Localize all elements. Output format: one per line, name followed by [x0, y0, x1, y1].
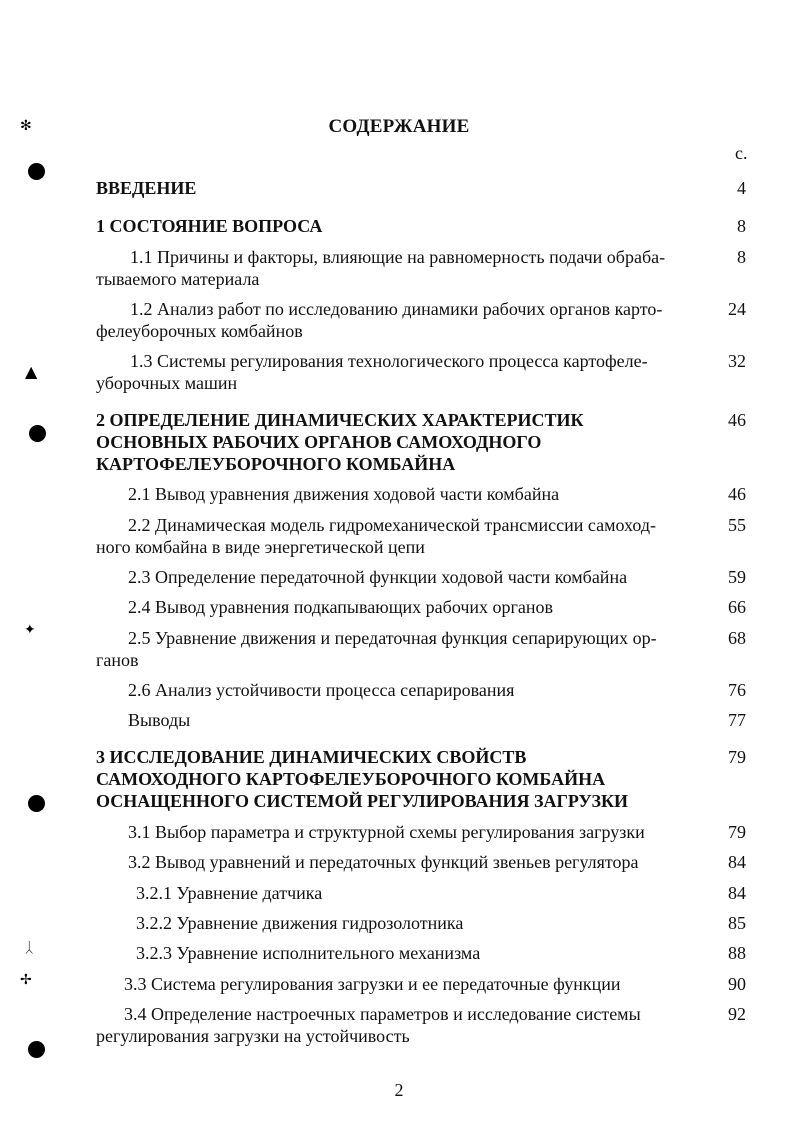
toc-entry[interactable]	[96, 566, 746, 588]
toc-entry-text: 3.2.2 Уравнение движения гидрозолотника	[136, 913, 464, 933]
toc-entry-text: 2.5 Уравнение движения и передаточная функция сепарирующих ор-	[128, 628, 657, 648]
toc-entry-page: 84	[728, 883, 746, 903]
toc-entry[interactable]	[96, 483, 746, 505]
toc-entry-text: 3.1 Выбор параметра и структурной схемы регулирования загрузки	[128, 822, 645, 842]
toc-entry[interactable]	[96, 409, 746, 475]
toc-entry-page: 24	[728, 299, 746, 319]
toc-entry[interactable]	[96, 627, 746, 671]
toc-entry-text: 2 ОПРЕДЕЛЕНИЕ ДИНАМИЧЕСКИХ ХАРАКТЕРИСТИК	[96, 410, 584, 430]
toc-entry-page: 55	[728, 515, 746, 535]
toc-entry-page: 32	[728, 351, 746, 371]
toc-entry-text: 3.2 Вывод уравнений и передаточных функций звеньев регулятора	[128, 852, 639, 872]
punch-hole-icon	[29, 425, 46, 442]
toc-entry[interactable]	[96, 177, 746, 199]
toc-entry-text: ВВЕДЕНИЕ	[96, 178, 197, 198]
toc-entry-text-cont: уборочных машин	[96, 373, 238, 393]
toc-entry-page: 46	[728, 410, 746, 430]
toc-entry-text-cont: регулирования загрузки на устойчивость	[96, 1026, 410, 1046]
toc-entry[interactable]	[96, 709, 746, 731]
toc-entry[interactable]	[96, 514, 746, 558]
punch-hole-icon	[28, 163, 45, 180]
toc-entry-text: 3.3 Система регулирования загрузки и ее передаточные функции	[124, 974, 621, 994]
toc-entry-text-cont: ОСНАЩЕННОГО СИСТЕМОЙ РЕГУЛИРОВАНИЯ ЗАГРУЗКИ	[96, 791, 628, 811]
toc-entry-page: 88	[728, 943, 746, 963]
toc-entry-text-cont: фелеуборочных комбайнов	[96, 321, 303, 341]
scan-speck-icon: ✻	[20, 118, 32, 134]
toc-entry-page: 79	[728, 747, 746, 767]
toc-entry[interactable]	[96, 851, 746, 873]
scan-speck-icon: ✢	[20, 972, 32, 988]
toc-entry-text: 1 СОСТОЯНИЕ ВОПРОСА	[96, 216, 323, 236]
toc-entry-page: 84	[728, 852, 746, 872]
punch-hole-icon	[28, 1041, 45, 1058]
scan-speck-icon: ▲	[25, 362, 38, 381]
toc-entry[interactable]	[96, 298, 746, 342]
toc-entry[interactable]	[96, 1003, 746, 1047]
toc-entry-text-cont: ного комбайна в виде энергетической цепи	[96, 537, 425, 557]
toc-entry[interactable]	[96, 912, 746, 934]
toc-entry-page: 76	[728, 680, 746, 700]
page-title: СОДЕРЖАНИЕ	[328, 116, 470, 137]
toc-entry-text-cont: тываемого материала	[96, 269, 260, 289]
page-number: 2	[394, 1080, 404, 1100]
toc-entry-text: 2.1 Вывод уравнения движения ходовой части комбайна	[128, 484, 560, 504]
toc-entry-page: 85	[728, 913, 746, 933]
toc-entry[interactable]	[96, 882, 746, 904]
toc-entry[interactable]	[96, 350, 746, 394]
toc-entry-text: 1.1 Причины и факторы, влияющие на равномерность подачи обраба-	[130, 247, 666, 267]
toc-entry[interactable]	[96, 679, 746, 701]
toc-entry-text: 3.4 Определение настроечных параметров и исследование системы	[124, 1004, 641, 1024]
toc-entry-page: 90	[728, 974, 746, 994]
toc-entry-page: 8	[737, 247, 746, 267]
toc-entry-page: 4	[737, 178, 746, 198]
toc-entry-text: 1.2 Анализ работ по исследованию динамики рабочих органов карто-	[130, 299, 663, 319]
toc-entry-text: 3.2.3 Уравнение исполнительного механизма	[136, 943, 481, 963]
toc-entry-page: 77	[728, 710, 746, 730]
toc-entry[interactable]	[96, 215, 746, 237]
toc-entry-text: 3.2.1 Уравнение датчика	[136, 883, 323, 903]
toc-entry-page: 92	[728, 1004, 746, 1024]
toc-entry-text-cont: ОСНОВНЫХ РАБОЧИХ ОРГАНОВ САМОХОДНОГО	[96, 432, 542, 452]
toc-entry[interactable]	[96, 821, 746, 843]
scan-speck-icon: ᛸ	[25, 940, 34, 956]
punch-hole-icon	[28, 795, 45, 812]
toc-entry-text: 1.3 Системы регулирования технологического процесса картофеле-	[130, 351, 648, 371]
toc-entry-text: Выводы	[128, 710, 191, 730]
toc-entry-text: 2.2 Динамическая модель гидромеханической трансмиссии самоход-	[128, 515, 656, 535]
toc-entry[interactable]	[96, 246, 746, 290]
toc-entry-text: 2.3 Определение передаточной функции ходовой части комбайна	[128, 567, 628, 587]
toc-entry-page: 59	[728, 567, 746, 587]
toc-entry[interactable]	[96, 746, 746, 812]
page-column-label: с.	[735, 143, 748, 163]
toc-entry-page: 66	[728, 597, 746, 617]
toc-entry-text: 2.4 Вывод уравнения подкапывающих рабочих органов	[128, 597, 554, 617]
toc-entry-text: 2.6 Анализ устойчивости процесса сепарирования	[128, 680, 515, 700]
toc-entry-text-cont: КАРТОФЕЛЕУБОРОЧНОГО КОМБАЙНА	[96, 454, 456, 474]
toc-entry[interactable]	[96, 973, 746, 995]
toc-entry-page: 8	[737, 216, 746, 236]
toc-entry-page: 79	[728, 822, 746, 842]
toc-entry-page: 46	[728, 484, 746, 504]
toc-entry-text-cont: САМОХОДНОГО КАРТОФЕЛЕУБОРОЧНОГО КОМБАЙНА	[96, 769, 606, 789]
toc-entry-text: 3 ИССЛЕДОВАНИЕ ДИНАМИЧЕСКИХ СВОЙСТВ	[96, 747, 527, 767]
toc-entry[interactable]	[96, 596, 746, 618]
toc-entry[interactable]	[96, 942, 746, 964]
scan-speck-icon: ✦	[24, 622, 36, 638]
toc-entry-text-cont: ганов	[96, 650, 139, 670]
toc-entry-page: 68	[728, 628, 746, 648]
